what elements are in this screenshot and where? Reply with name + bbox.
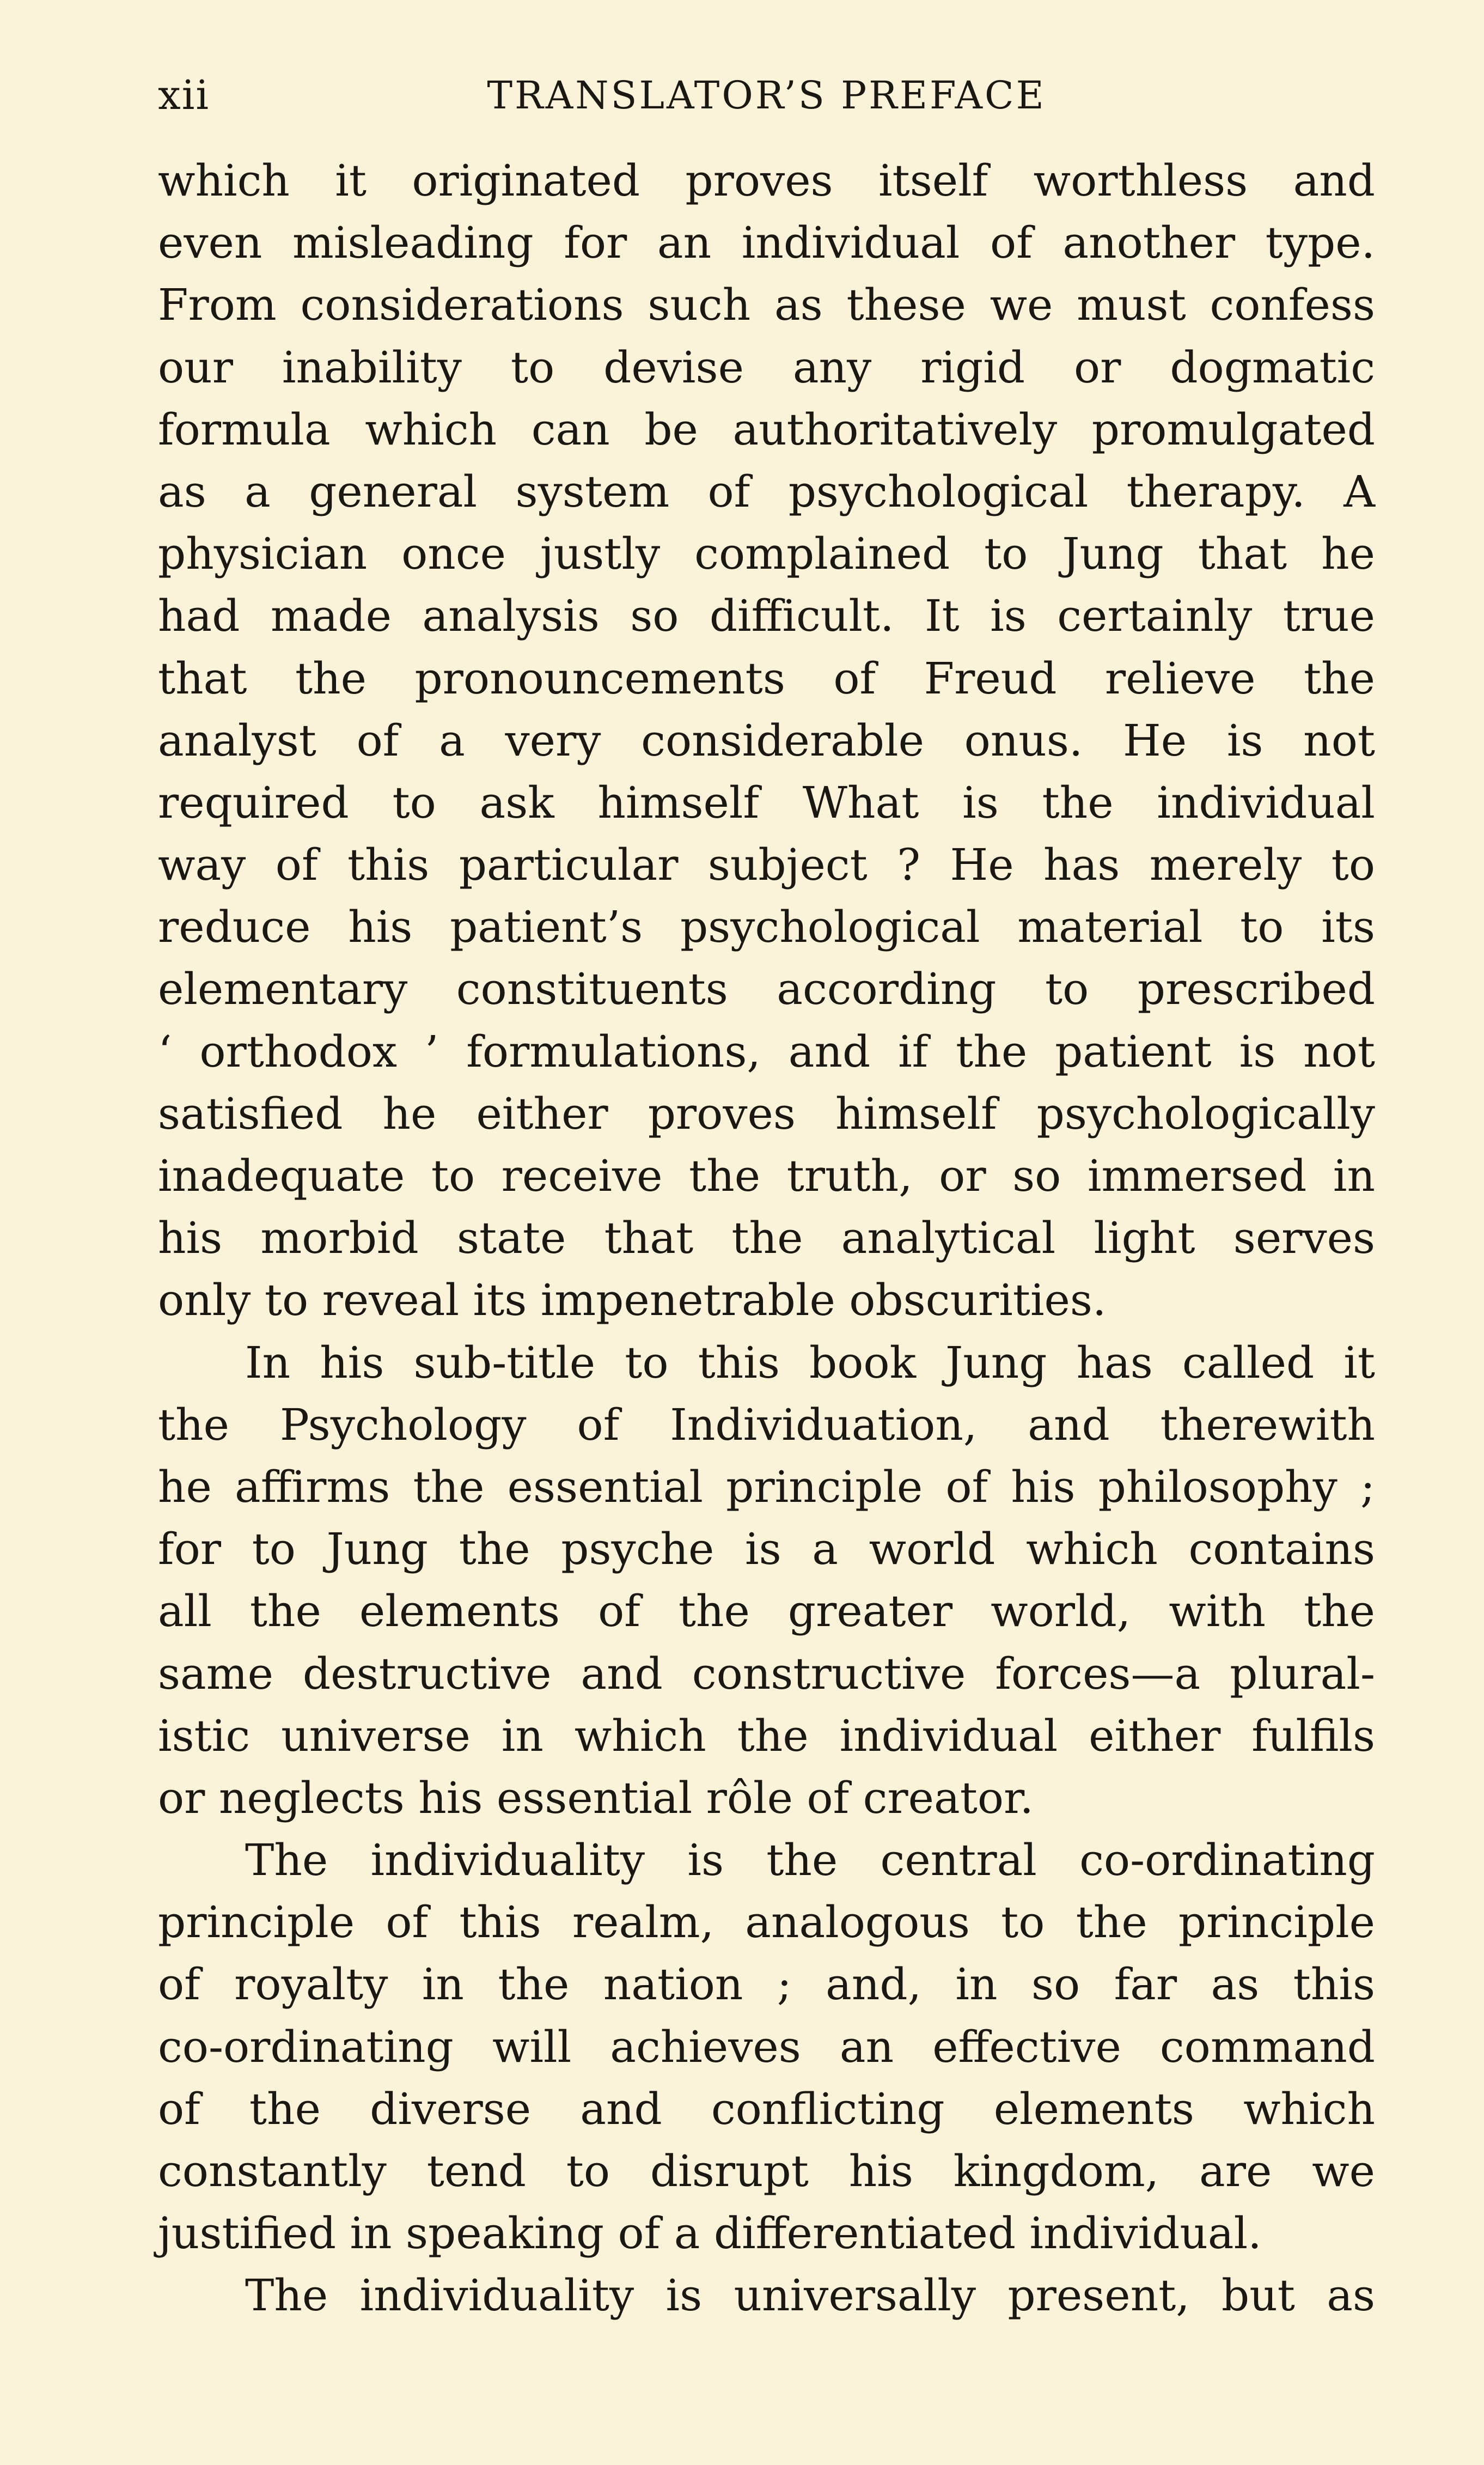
text-line: same destructive and constructive forces—a plural- [158, 1648, 1375, 1699]
text-line: he affirms the essential principle of his philosophy ; [158, 1461, 1375, 1512]
text-line: for to Jung the psyche is a world which contains [158, 1524, 1375, 1575]
text-line: inadequate to receive the truth, or so immersed in [158, 1151, 1375, 1201]
text-line: The individuality is the central co-ordinating [245, 1835, 1375, 1886]
text-line: all the elements of the greater world, with the [158, 1586, 1375, 1637]
text-line: which it originated proves itself worthless and [158, 155, 1375, 206]
text-line: his morbid state that the analytical light serves [158, 1213, 1375, 1264]
text-line: that the pronouncements of Freud relieve the [158, 653, 1375, 704]
text-line: required to ask himself What is the individual [158, 777, 1375, 828]
text-line: formula which can be authoritatively promulgated [158, 404, 1375, 455]
text-line: In his sub-title to this book Jung has called it [245, 1337, 1375, 1388]
text-line: physician once justly complained to Jung that he [158, 528, 1375, 580]
text-line: ‘ orthodox ’ formulations, and if the patient is not [158, 1026, 1375, 1077]
text-line: way of this particular subject ? He has merely to [158, 839, 1375, 891]
page-number: xii [158, 72, 210, 119]
running-head: TRANSLATOR’S PREFACE [487, 73, 1046, 118]
text-line: had made analysis so difficult. It is certainly true [158, 591, 1375, 642]
text-line: reduce his patient’s psychological material to its [158, 902, 1375, 953]
text-line: co-ordinating will achieves an effective command [158, 2021, 1375, 2072]
text-line: the Psychology of Individuation, and therewith [158, 1399, 1375, 1450]
text-line: of the diverse and conflicting elements which [158, 2083, 1375, 2134]
page-header [158, 68, 1375, 123]
text-line: only to reveal its impenetrable obscurities. [158, 1275, 1107, 1326]
body-text [158, 150, 1375, 2327]
text-line: The individuality is universally present, but as [245, 2270, 1375, 2321]
text-line: or neglects his essential rôle of creator. [158, 1772, 1034, 1823]
text-line: even misleading for an individual of another type. [158, 217, 1375, 269]
text-line: as a general system of psychological therapy. A [158, 466, 1375, 517]
text-line: analyst of a very considerable onus. He is not [158, 715, 1375, 766]
text-line: of royalty in the nation ; and, in so far as this [158, 1959, 1375, 2010]
text-line: principle of this realm, analogous to the principle [158, 1897, 1375, 1948]
text-line: istic universe in which the individual either fulfils [158, 1710, 1375, 1761]
text-line: From considerations such as these we must confess [158, 279, 1375, 331]
text-line: constantly tend to disrupt his kingdom, are we [158, 2146, 1375, 2196]
text-line: our inability to devise any rigid or dogmatic [158, 342, 1375, 393]
text-line: justified in speaking of a differentiated individual. [158, 2208, 1262, 2259]
text-line: satisfied he either proves himself psychologically [158, 1088, 1375, 1139]
text-line: elementary constituents according to prescribed [158, 964, 1375, 1015]
